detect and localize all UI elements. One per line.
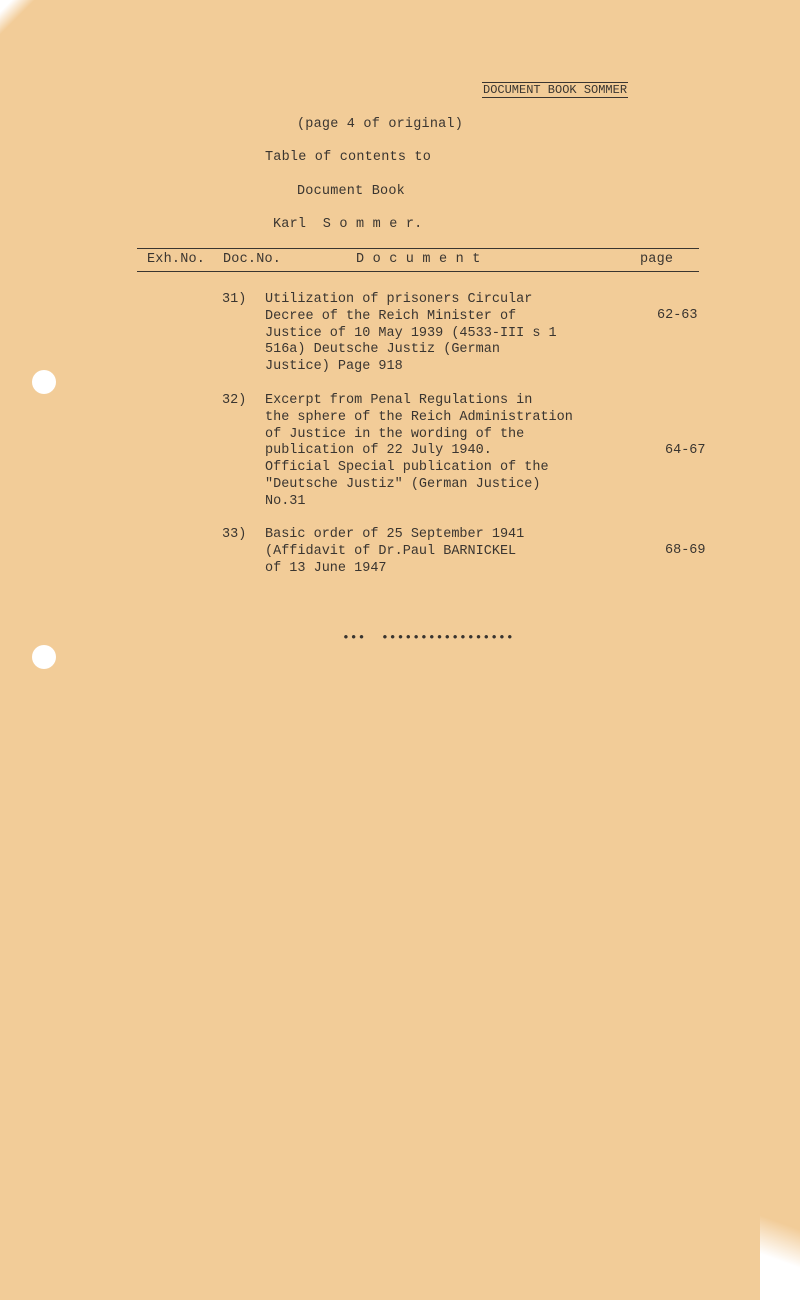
end-of-list-dots: ••• •••••••••••••••••	[342, 630, 514, 645]
entry-description: Utilization of prisoners Circular Decree of the Reich Minister of Justice of 10 May 1939 (4533-III s 1 516a) Deutsche Justiz (German Justice) Page 918	[265, 292, 557, 375]
punch-hole	[32, 370, 56, 394]
column-header-page: page	[640, 252, 674, 267]
entry-doc-no: 31)	[222, 292, 247, 307]
torn-corner	[760, 1160, 800, 1300]
entry-page-range: 62-63	[657, 308, 698, 323]
entry-page-range: 64-67	[665, 443, 706, 458]
toc-subtitle: Document Book	[297, 184, 405, 199]
punch-hole	[32, 645, 56, 669]
entry-description: Excerpt from Penal Regulations in the sphere of the Reich Administration of Justice in the wording of the publication of 22 July 1940. Official Special publication of the "Deutsche Justiz" (German Justice) No.31	[265, 393, 573, 509]
defendant-name: Karl S o m m e r.	[273, 217, 423, 232]
entry-description: Basic order of 25 September 1941 (Affidavit of Dr.Paul BARNICKEL of 13 June 1947	[265, 527, 525, 576]
document-book-stamp: DOCUMENT BOOK SOMMER	[483, 83, 628, 97]
entry-doc-no: 32)	[222, 393, 247, 408]
entry-doc-no: 33)	[222, 527, 247, 542]
original-page-note: (page 4 of original)	[297, 117, 464, 132]
column-header-exh-no: Exh.No.	[147, 252, 206, 267]
torn-corner	[0, 0, 60, 40]
table-top-rule	[137, 248, 699, 249]
entry-page-range: 68-69	[665, 543, 706, 558]
table-header-rule	[137, 271, 699, 272]
column-header-document: D o c u m e n t	[356, 252, 481, 267]
toc-title: Table of contents to	[265, 150, 432, 165]
column-header-doc-no: Doc.No.	[223, 252, 282, 267]
